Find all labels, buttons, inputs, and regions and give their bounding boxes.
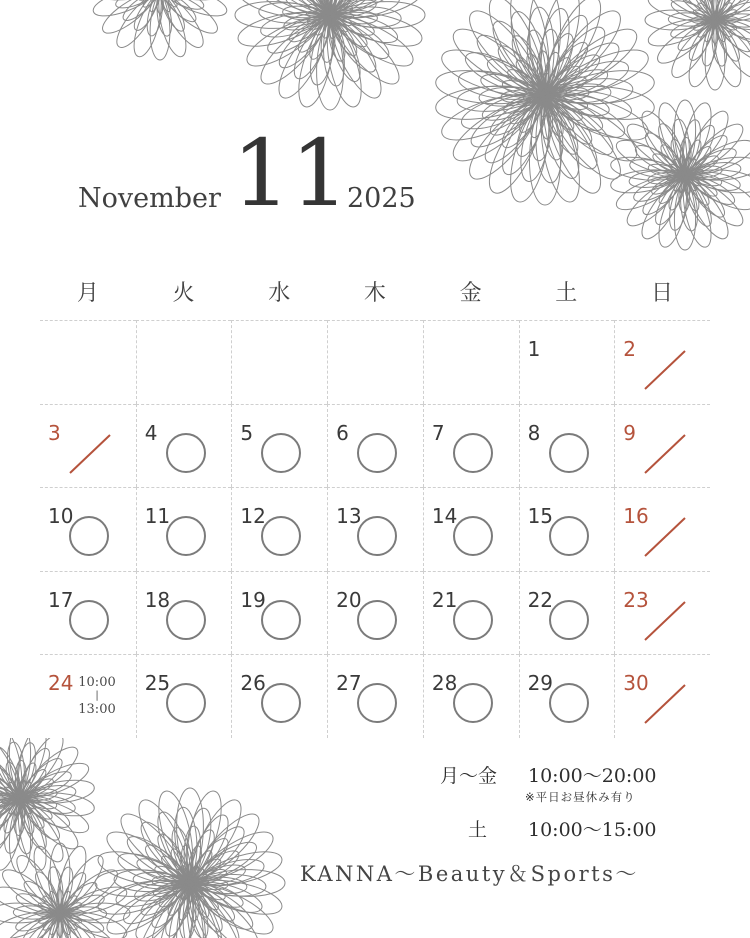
saturday-hours-label: 土 [468,819,488,841]
day-number: 8 [527,420,541,445]
empty-day-cell [423,320,519,404]
day-cell-5 [231,404,327,488]
day-number: 17 [48,587,74,612]
open-circle-icon [166,433,206,473]
closed-slash-icon [68,431,112,475]
open-circle-icon [357,600,397,640]
open-circle-icon [166,516,206,556]
day-cell-11 [136,487,232,571]
weekday-hours-time: 10:00〜20:00 [528,765,657,787]
open-circle-icon [549,600,589,640]
weekday-thu: 木 [363,281,386,306]
day-number: 9 [623,420,637,445]
open-circle-icon [261,600,301,640]
day-number: 16 [623,504,649,529]
day-cell-27 [327,654,423,738]
open-circle-icon [549,516,589,556]
open-circle-icon [166,600,206,640]
day-cell-26 [231,654,327,738]
day-cell-21 [423,571,519,655]
special-hours-sep: | [95,690,99,702]
day-cell-19 [231,571,327,655]
day-number: 26 [240,671,266,696]
open-circle-icon [357,433,397,473]
calendar-header [0,0,750,260]
closed-slash-icon [643,598,687,642]
day-cell-25 [136,654,232,738]
day-number: 22 [527,587,554,612]
day-number: 28 [431,671,458,696]
day-number: 29 [527,671,554,696]
day-cell-14 [423,487,519,571]
day-cell-30 [614,654,710,738]
closed-slash-icon [643,681,687,725]
day-number: 11 [144,504,171,529]
weekday-fri: 金 [459,281,482,306]
day-cell-12 [231,487,327,571]
day-number: 24 [48,671,74,696]
saturday-hours-time: 10:00〜15:00 [528,819,657,841]
day-cell-13 [327,487,423,571]
day-number: 30 [623,671,649,696]
day-cell-3 [40,404,136,488]
day-cell-10 [40,487,136,571]
weekday-tue: 火 [172,281,195,306]
open-circle-icon [261,516,301,556]
weekday-hours-note: ※平日お昼休み有り [525,790,636,804]
day-cell-24 [40,654,136,738]
business-hours [0,755,750,875]
calendar-grid [40,320,710,740]
day-number: 7 [431,420,445,445]
day-number: 21 [431,587,458,612]
weekday-sat: 土 [555,281,578,306]
day-cell-2 [614,320,710,404]
day-number: 12 [240,504,266,529]
day-number: 1 [527,337,541,361]
day-cell-20 [327,571,423,655]
open-circle-icon [166,683,206,723]
empty-day-cell [231,320,327,404]
day-cell-9 [614,404,710,488]
open-circle-icon [453,516,493,556]
day-cell-22 [519,571,615,655]
day-number: 6 [336,420,349,445]
day-cell-16 [614,487,710,571]
day-cell-17 [40,571,136,655]
day-number: 10 [48,504,74,529]
closed-slash-icon [643,431,687,475]
day-cell-15 [519,487,615,571]
empty-day-cell [40,320,136,404]
empty-day-cell [327,320,423,404]
day-cell-23 [614,571,710,655]
open-circle-icon [357,683,397,723]
open-circle-icon [549,433,589,473]
day-cell-28 [423,654,519,738]
open-circle-icon [69,600,109,640]
day-number: 5 [240,420,254,445]
weekday-wed: 水 [268,281,291,306]
day-cell-4 [136,404,232,488]
day-number: 19 [240,587,266,612]
open-circle-icon [453,600,493,640]
day-number: 14 [431,504,458,529]
day-number: 20 [336,587,362,612]
month-number: 11 [232,120,350,227]
day-number: 18 [144,587,171,612]
shop-name: KANNA〜Beauty＆Sports〜 [300,862,639,886]
open-circle-icon [549,683,589,723]
special-hours-end: 13:00 [78,702,116,718]
day-cell-6 [327,404,423,488]
day-cell-29 [519,654,615,738]
closed-slash-icon [643,347,687,391]
closed-slash-icon [643,514,687,558]
day-cell-8 [519,404,615,488]
day-number: 2 [623,337,637,361]
empty-day-cell [136,320,232,404]
weekday-sun: 日 [650,281,673,306]
year: 2025 [347,183,416,214]
day-number: 25 [144,671,171,696]
weekday-header-row [40,276,710,312]
day-number: 3 [48,420,61,445]
day-number: 23 [623,587,649,612]
day-cell-7 [423,404,519,488]
day-number: 4 [144,420,158,445]
open-circle-icon [357,516,397,556]
day-cell-18 [136,571,232,655]
day-number: 13 [336,504,362,529]
open-circle-icon [453,433,493,473]
day-number: 15 [527,504,554,529]
day-cell-1 [519,320,615,404]
weekday-mon: 月 [76,281,99,306]
open-circle-icon [261,433,301,473]
weekday-hours-label: 月～金 [440,765,498,787]
open-circle-icon [69,516,109,556]
month-name: November [78,183,221,214]
open-circle-icon [453,683,493,723]
special-hours-start: 10:00 [78,675,116,691]
day-number: 27 [336,671,362,696]
open-circle-icon [261,683,301,723]
special-hours-note [75,675,119,717]
